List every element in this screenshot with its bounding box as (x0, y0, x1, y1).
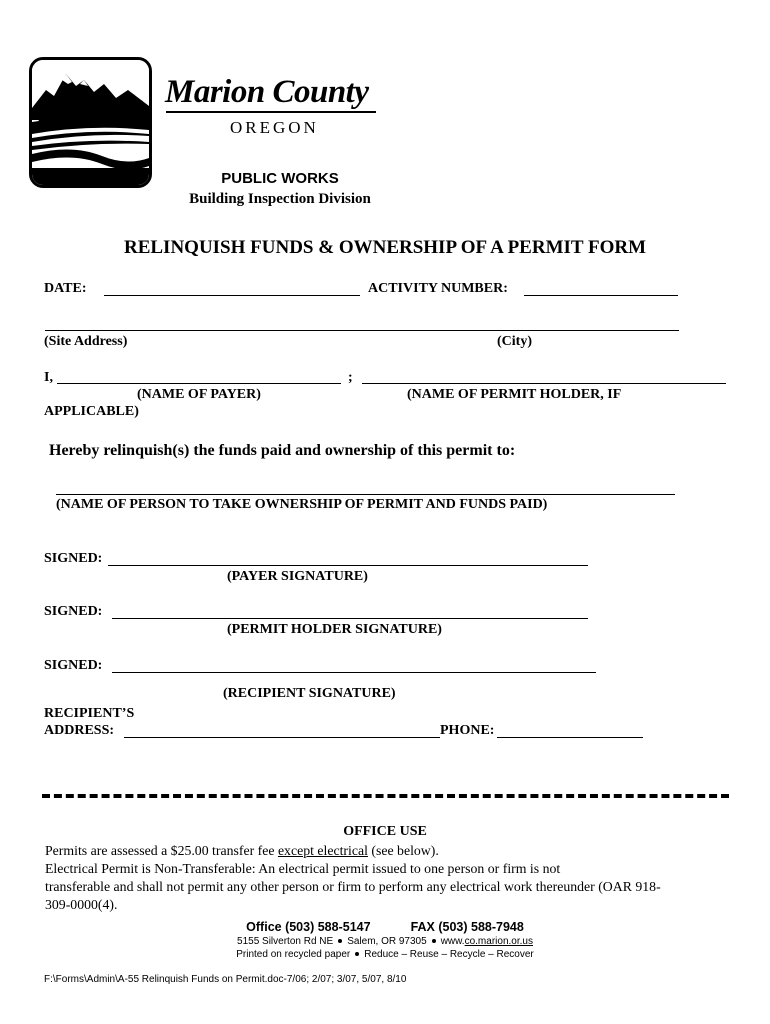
bullet-separator (432, 939, 436, 943)
recycled-paper-text: Printed on recycled paper (236, 949, 351, 960)
contact-address (0, 936, 770, 947)
fax-number: FAX (503) 588-7948 (410, 920, 524, 934)
website-link[interactable]: co.marion.or.us (464, 936, 533, 947)
contact-phones (0, 920, 770, 934)
new-owner-name-label: (NAME OF PERSON TO TAKE OWNERSHIP OF PERMIT AND FUNDS PAID) (56, 497, 548, 512)
new-owner-name-field[interactable] (56, 494, 675, 495)
signed-label-holder: SIGNED: (44, 604, 103, 619)
division-name: Building Inspection Division (189, 191, 371, 207)
date-label: DATE: (44, 281, 87, 296)
department-name: PUBLIC WORKS (221, 170, 339, 187)
fee-prefix: Permits are assessed a $25.00 transfer fee (45, 843, 278, 858)
recipients-label: RECIPIENT’S (44, 706, 135, 721)
permit-holder-name-field[interactable] (362, 383, 726, 384)
site-address-field[interactable] (45, 330, 679, 331)
address-label: ADDRESS: (44, 723, 115, 738)
electrical-note-line-1: Electrical Permit is Non-Transferable: An electrical permit issued to one person or firm is not (45, 861, 561, 876)
cut-line-divider (42, 794, 729, 798)
relinquish-statement: Hereby relinquish(s) the funds paid and ownership of this permit to: (49, 442, 516, 459)
payer-signature-field[interactable] (108, 565, 588, 566)
recipient-signature-field[interactable] (112, 672, 596, 673)
city-label: (City) (497, 334, 532, 349)
activity-number-label: ACTIVITY NUMBER: (368, 281, 508, 296)
signed-label-payer: SIGNED: (44, 551, 103, 566)
payer-name-field[interactable] (57, 383, 341, 384)
form-title: RELINQUISH FUNDS & OWNERSHIP OF A PERMIT FORM (123, 237, 647, 258)
recycled-note (0, 949, 770, 960)
logo-divider (166, 111, 376, 113)
site-address-label: (Site Address) (44, 334, 128, 349)
payer-name-label: (NAME OF PAYER) (137, 387, 261, 402)
permit-holder-signature-label: (PERMIT HOLDER SIGNATURE) (227, 622, 442, 637)
logo-title: Marion County (165, 74, 369, 110)
signed-label-recipient: SIGNED: (44, 658, 103, 673)
transfer-fee-note (45, 842, 735, 860)
date-field[interactable] (104, 295, 360, 296)
office-phone: Office (503) 588-5147 (246, 920, 371, 934)
file-path-footer: F:\Forms\Admin\A-55 Relinquish Funds on Permit.doc-7/06; 2/07; 3/07, 5/07, 8/10 (44, 974, 407, 985)
web-prefix: www. (440, 936, 465, 947)
reduce-reuse-text: Reduce – Reuse – Recycle – Recover (364, 949, 534, 960)
bullet-separator (355, 952, 359, 956)
mountain-river-landscape-icon (32, 60, 149, 185)
permit-holder-name-label: (NAME OF PERMIT HOLDER, IF (407, 387, 622, 402)
electrical-note-line-3: 309-0000(4). (45, 897, 118, 912)
city-state-zip: Salem, OR 97305 (347, 936, 427, 947)
activity-number-field[interactable] (524, 295, 678, 296)
county-logo (29, 57, 152, 188)
permit-holder-signature-field[interactable] (112, 618, 588, 619)
street-address: 5155 Silverton Rd NE (237, 936, 334, 947)
i-label: I, (44, 370, 53, 385)
office-use-heading: OFFICE USE (343, 824, 427, 839)
payer-signature-label: (PAYER SIGNATURE) (227, 569, 368, 584)
bullet-separator (338, 939, 342, 943)
logo-subtitle: OREGON (230, 118, 319, 137)
fee-suffix: (see below). (367, 843, 439, 858)
recipient-phone-field[interactable] (497, 737, 643, 738)
recipient-address-field[interactable] (124, 737, 440, 738)
applicable-label: APPLICABLE) (44, 404, 139, 419)
semicolon: ; (348, 370, 353, 385)
fee-exception: except electrical (277, 843, 368, 858)
phone-label: PHONE: (440, 723, 495, 738)
recipient-signature-label: (RECIPIENT SIGNATURE) (223, 686, 396, 701)
electrical-note-line-2: transferable and shall not permit any other person or firm to perform any electrical work thereunder (OAR 918- (45, 879, 661, 894)
